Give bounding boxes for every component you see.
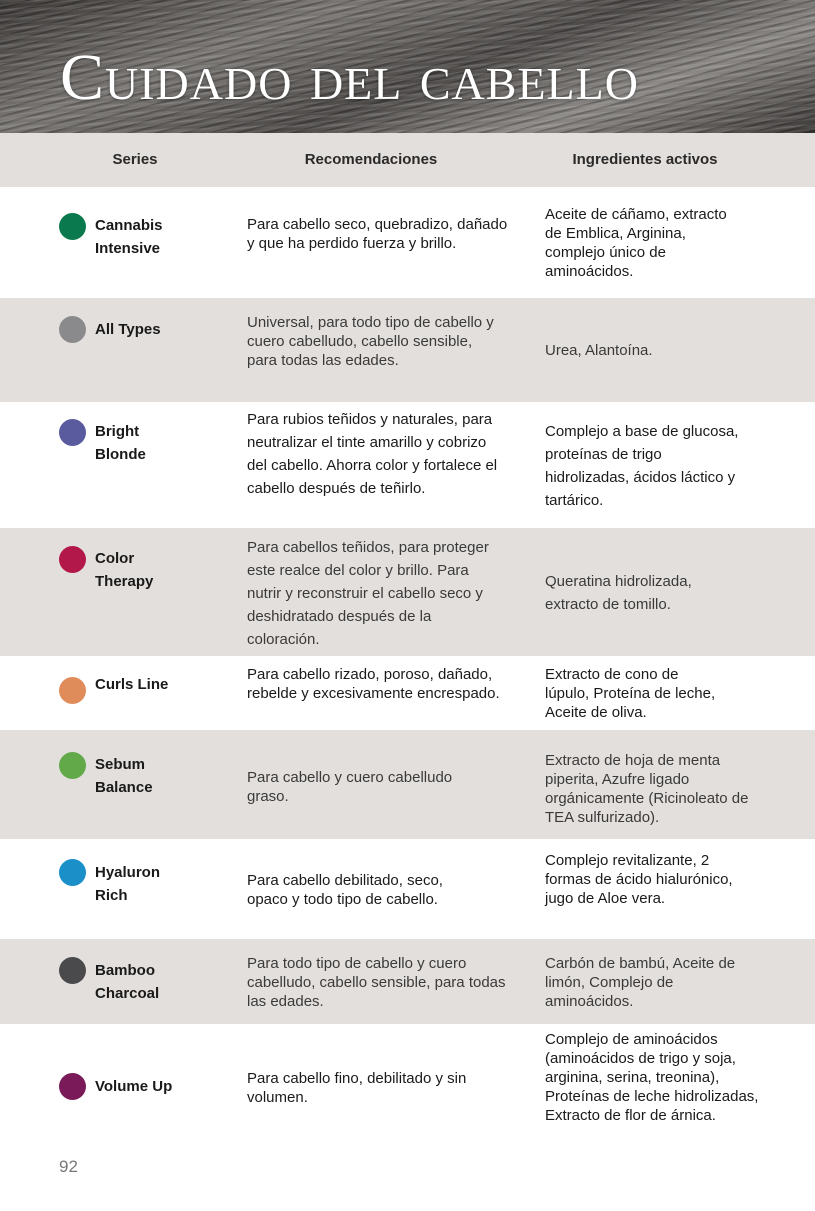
- table-row: [0, 402, 815, 528]
- series-color-dot: [59, 957, 86, 984]
- recommendation-text: Para cabello y cuero cabelludo graso.: [247, 769, 453, 805]
- series-color-dot: [59, 546, 86, 573]
- table-row: [0, 1024, 815, 1149]
- table-row: [0, 730, 815, 839]
- ingredients-text: Carbón de bambú, Aceite de limón, Complejo de aminoácidos.: [545, 955, 736, 1010]
- series-name: Volume Up: [95, 1078, 173, 1095]
- recommendation-text: Para cabello seco, quebradizo, dañado y que ha perdido fuerza y brillo.: [247, 216, 508, 252]
- table-row: [0, 528, 815, 656]
- ingredients-text: Complejo revitalizante, 2 formas de ácido hialurónico, jugo de Aloe vera.: [545, 852, 733, 907]
- ingredients-text: Aceite de cáñamo, extracto de Emblica, Arginina, complejo único de aminoácidos.: [545, 206, 727, 280]
- table-row: [0, 656, 815, 730]
- series-color-dot: [59, 419, 86, 446]
- recommendation-text: Para cabello rizado, poroso, dañado, rebelde y excesivamente encrespado.: [247, 666, 500, 702]
- ingredients-text: Queratina hidrolizada, extracto de tomillo.: [545, 573, 692, 613]
- recommendation-text: Para cabello fino, debilitado y sin volumen.: [247, 1070, 467, 1106]
- series-color-dot: [59, 677, 86, 704]
- ingredients-text: Complejo a base de glucosa, proteínas de trigo hidrolizadas, ácidos láctico y tartárico.: [545, 423, 739, 509]
- series-color-dot: [59, 859, 86, 886]
- ingredients-text: Complejo de aminoácidos (aminoácidos de trigo y soja, arginina, serina, treonina), Proteínas de leche hidrolizadas, Extracto de flor de árnica.: [545, 1031, 759, 1124]
- series-color-dot: [59, 1073, 86, 1100]
- series-name: Hyaluron Rich: [95, 864, 161, 904]
- series-name: Bamboo Charcoal: [95, 962, 160, 1002]
- header-recommendations: Recomendaciones: [304, 151, 438, 168]
- recommendation-text: Para cabello debilitado, seco, opaco y todo tipo de cabello.: [247, 872, 443, 908]
- ingredients-text: Extracto de hoja de menta piperita, Azufre ligado orgánicamente (Ricinoleato de TEA sulfurizado).: [545, 752, 749, 826]
- recommendation-text: Para todo tipo de cabello y cuero cabelludo, cabello sensible, para todas las edades.: [247, 955, 506, 1010]
- page-title: Cuidado del cabello: [60, 41, 639, 114]
- table-row: [0, 939, 815, 1024]
- series-name: Bright Blonde: [95, 423, 146, 463]
- header-series: Series: [112, 151, 158, 168]
- ingredients-text: Urea, Alantoína.: [545, 342, 653, 359]
- recommendation-text: Para rubios teñidos y naturales, para neutralizar el tinte amarillo y cobrizo del cabello. Ahorra color y fortalece el cabello después de teñirlo.: [247, 411, 498, 497]
- series-name: Sebum Balance: [95, 756, 153, 796]
- series-name: Curls Line: [95, 676, 169, 693]
- series-color-dot: [59, 752, 86, 779]
- table-row: [0, 298, 815, 402]
- recommendation-text: Universal, para todo tipo de cabello y cuero cabelludo, cabello sensible, para todas las edades.: [247, 314, 494, 369]
- table-row: [0, 839, 815, 939]
- page-number: 92: [59, 1157, 78, 1176]
- table-header: [0, 133, 815, 187]
- header-ingredients: Ingredientes activos: [572, 151, 718, 168]
- table-row: [0, 187, 815, 298]
- recommendation-text: Para cabellos teñidos, para proteger este realce del color y brillo. Para nutrir y reconstruir el cabello seco y deshidratado después de la coloración.: [247, 539, 489, 648]
- series-name: All Types: [95, 321, 161, 338]
- series-color-dot: [59, 316, 86, 343]
- header-banner: [0, 0, 815, 133]
- series-color-dot: [59, 213, 86, 240]
- ingredients-text: Extracto de cono de lúpulo, Proteína de leche, Aceite de oliva.: [545, 666, 716, 721]
- series-name: Color Therapy: [95, 550, 154, 590]
- series-name: Cannabis Intensive: [95, 217, 163, 257]
